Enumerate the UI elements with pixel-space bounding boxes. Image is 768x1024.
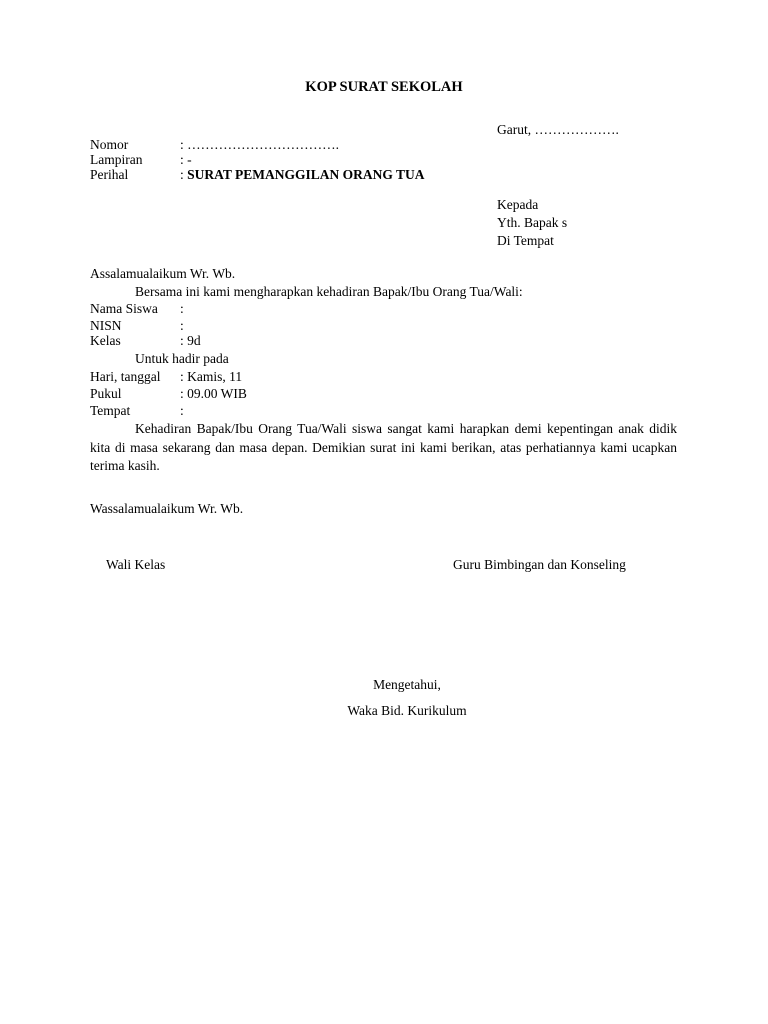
tempat-value: : xyxy=(180,403,184,418)
place-date: Garut, ………………. xyxy=(497,122,619,137)
hari-tanggal-label: Hari, tanggal xyxy=(90,369,161,384)
signature-mengetahui: Mengetahui, xyxy=(373,677,441,692)
lampiran-label: Lampiran xyxy=(90,152,143,167)
perihal-label: Perihal xyxy=(90,167,129,182)
closing-paragraph: Kehadiran Bapak/Ibu Orang Tua/Wali siswa sangat kami harapkan demi kepentingan anak didik kita di masa sekarang dan masa depan. Demikian surat ini kami berikan, atas perhatiannya kami ucapkan terima kasih. xyxy=(90,421,677,473)
kelas-label: Kelas xyxy=(90,333,121,348)
greeting: Assalamualaikum Wr. Wb. xyxy=(90,266,236,281)
perihal-value: SURAT PEMANGGILAN ORANG TUA xyxy=(187,167,425,182)
recipient-line1: Kepada xyxy=(497,197,539,212)
perihal-row xyxy=(180,167,425,184)
nomor-value: : ……………………………. xyxy=(180,137,340,152)
recipient-line2: Yth. Bapak s xyxy=(497,215,568,230)
attend-intro: Untuk hadir pada xyxy=(135,351,229,366)
perihal-colon: : xyxy=(180,167,184,182)
kelas-value: : 9d xyxy=(180,333,201,348)
nama-siswa-value: : xyxy=(180,301,184,316)
lampiran-value: : - xyxy=(180,152,192,167)
signature-waka-kurikulum: Waka Bid. Kurikulum xyxy=(347,703,467,718)
nisn-label: NISN xyxy=(90,318,122,333)
letterhead-title: KOP SURAT SEKOLAH xyxy=(305,79,463,95)
pukul-label: Pukul xyxy=(90,386,122,401)
pukul-value: : 09.00 WIB xyxy=(180,386,247,401)
hari-tanggal-value: : Kamis, 11 xyxy=(180,369,243,384)
farewell: Wassalamualaikum Wr. Wb. xyxy=(90,501,244,516)
recipient-line3: Di Tempat xyxy=(497,233,554,248)
nisn-value: : xyxy=(180,318,184,333)
nomor-label: Nomor xyxy=(90,137,129,152)
signature-guru-bk: Guru Bimbingan dan Konseling xyxy=(453,557,626,572)
signature-wali-kelas: Wali Kelas xyxy=(106,557,166,572)
tempat-label: Tempat xyxy=(90,403,131,418)
nama-siswa-label: Nama Siswa xyxy=(90,301,158,316)
intro-text: Bersama ini kami mengharapkan kehadiran Bapak/Ibu Orang Tua/Wali: xyxy=(135,284,523,299)
